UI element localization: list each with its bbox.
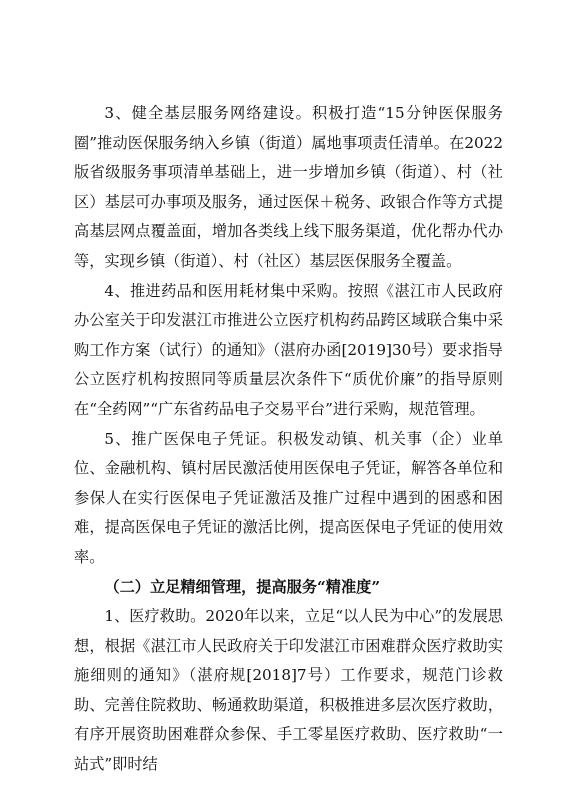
paragraph-medical-assistance: 1、医疗救助。2020年以来，立足“以人民为中心”的发展思想，根据《湛江市人民政府关于印发湛江市困难群众医疗救助实施细则的通知》（湛府规[2018]7号）工作要求，规范门诊救助、完善住院救助、畅通救助渠道，积极推进多层次医疗救助，有序开展资助困难群众参保、手工零星医疗救助、医疗救助“一站式”即时结 — [74, 607, 503, 774]
paragraph-grassroots-service: 3、健全基层服务网络建设。积极打造“15分钟医保服务圈”推动医保服务纳入乡镇（街道）属地事项责任清单。在2022版省级服务事项清单基础上，进一步增加乡镇（街道）、村（社区）基层可办事项及服务，通过医保＋税务、政银合作等方式提高基层网点覆盖面，增加各类线上线下服务渠道，优化帮办代办等，实现乡镇（街道）、村（社区）基层医保服务全覆盖。 — [74, 104, 503, 270]
paragraph-electronic-voucher: 5、推广医保电子凭证。积极发动镇、机关事（企）业单位、金融机构、镇村居民激活使用医保电子凭证，解答各单位和参保人在实行医保电子凭证激活及推广过程中遇到的困惑和困难，提高医保电子凭证的激活比例，提高医保电子凭证的使用效率。 — [74, 429, 503, 566]
section-heading: （二）立足精细管理，提高服务“精准度” — [104, 577, 381, 596]
paragraph-centralized-procurement: 4、推进药品和医用耗材集中采购。按照《湛江市人民政府办公室关于印发湛江市推进公立医疗机构药品跨区域联合集中采购工作方案（试行）的通知》（湛府办函[2019]30号）要求指导公立医疗机构按照同等质量层次条件下“质优价廉”的指导原则在“全药网”“广东省药品电子交易平台”进行采购，规范管理。 — [74, 281, 503, 418]
document-body — [74, 99, 503, 780]
